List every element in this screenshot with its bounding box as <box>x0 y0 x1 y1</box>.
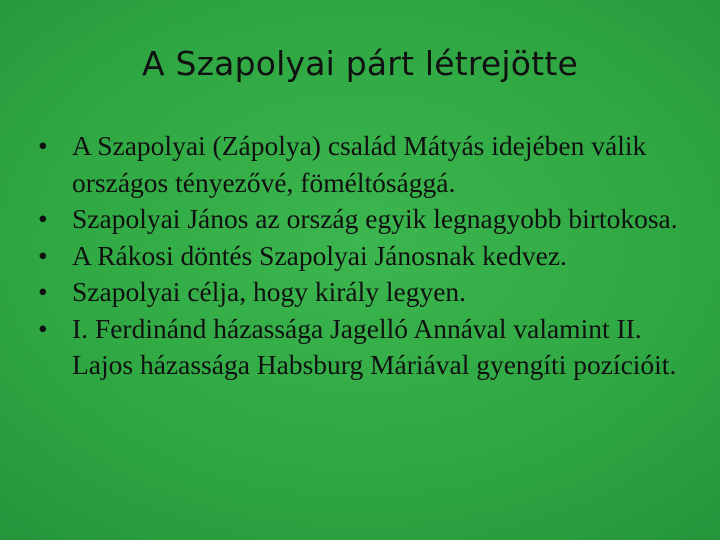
bullet-item <box>36 274 686 311</box>
bullet-dot-icon: • <box>38 276 48 307</box>
bullet-item <box>36 128 686 201</box>
bullet-dot-icon: • <box>38 130 48 161</box>
bullet-dot-icon: • <box>38 203 48 234</box>
bullet-dot-icon: • <box>38 239 48 271</box>
bullet-item <box>36 311 686 384</box>
bullet-list <box>36 128 686 384</box>
bullet-text: I. Ferdinánd házassága Jagelló Annával valamint II. Lajos házassága Habsburg Máriával gyengíti pozícióit. <box>72 312 677 380</box>
bullet-text: Szapolyai János az ország egyik legnagyobb birtokosa. <box>72 203 678 234</box>
bullet-text: A Rákosi döntés Szapolyai Jánosnak kedvez. <box>72 239 567 271</box>
bullet-dot-icon: • <box>38 312 48 344</box>
bullet-item <box>36 201 686 238</box>
slide-title: A Szapolyai párt létrejötte <box>142 44 578 83</box>
bullet-text: A Szapolyai (Zápolya) család Mátyás idejében válik országos tényezővé, föméltósággá. <box>72 130 647 198</box>
bullet-item <box>36 238 686 275</box>
bullet-text: Szapolyai célja, hogy király legyen. <box>72 276 467 307</box>
